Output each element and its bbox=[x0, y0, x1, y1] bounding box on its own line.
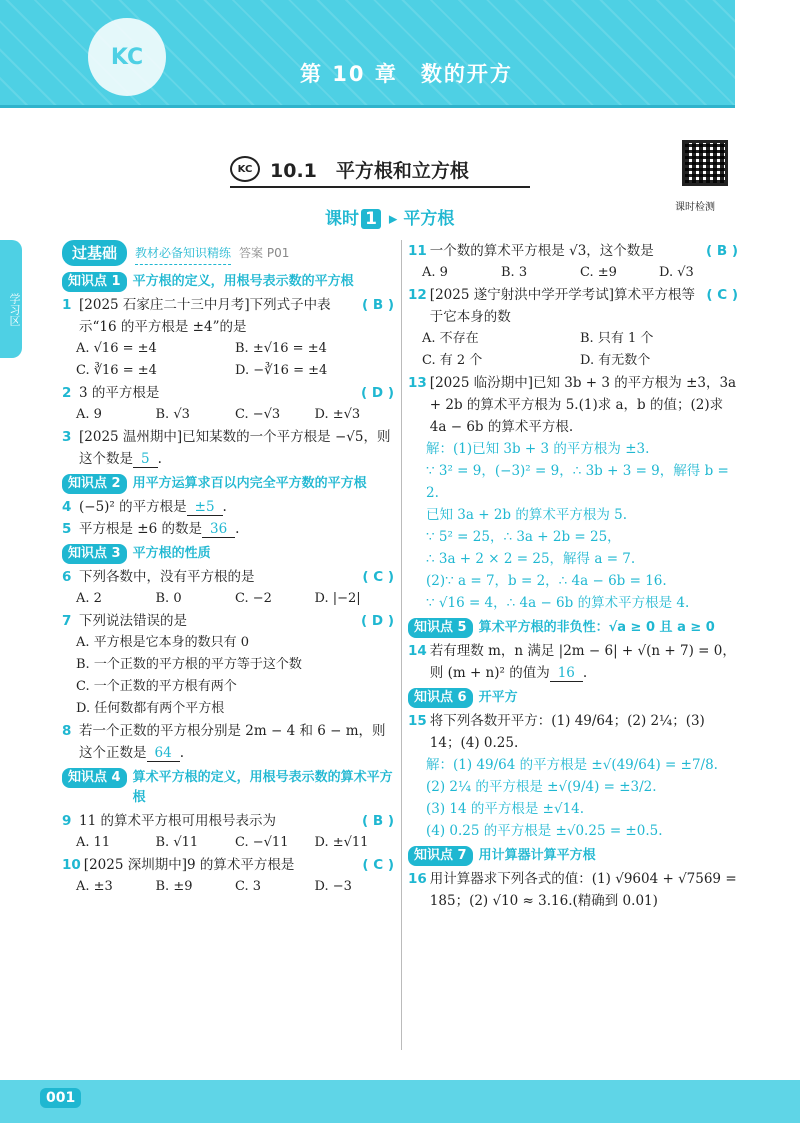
knowledge-point bbox=[62, 474, 394, 494]
question-text: [2025 遂宁射洪中学开学考试]算术平方根等于它本身的数 bbox=[429, 287, 695, 325]
question bbox=[408, 240, 738, 262]
question-number: 16 bbox=[408, 871, 427, 887]
question-body bbox=[79, 810, 394, 832]
option: B. 3 bbox=[501, 265, 528, 280]
option: C. ∛16 = ±4 bbox=[76, 363, 157, 378]
answer-blank: ±5 bbox=[187, 499, 223, 516]
solution-line: (3) 14 的平方根是 ±√14. bbox=[426, 801, 585, 817]
question-number: 6 bbox=[62, 569, 72, 585]
question-body bbox=[430, 284, 738, 328]
options bbox=[62, 832, 394, 854]
knowledge-point-text: 算术平方根的定义，用根号表示数的算术平方根 bbox=[132, 770, 393, 805]
option: A. 9 bbox=[422, 265, 448, 280]
question bbox=[62, 720, 394, 764]
question-body bbox=[430, 240, 738, 262]
question bbox=[62, 294, 394, 338]
question-text: 用计算器求下列各式的值：(1) √9604 + √7569 = 185；(2) √10 ≈ 3.16.(精确到 0.01) bbox=[429, 871, 737, 909]
answer-choice: ( B ) bbox=[361, 813, 394, 829]
section-title bbox=[230, 152, 530, 188]
solution-line: (2)∵ a = 7，b = 2，∴ 4a − 6b = 16. bbox=[426, 573, 667, 589]
kc-badge-icon: KC bbox=[230, 156, 260, 182]
answer-blank: 64 bbox=[147, 745, 180, 762]
option: D. |−2| bbox=[314, 591, 361, 606]
option: D. √3 bbox=[659, 265, 694, 280]
question-body: [2025 温州期中]已知某数的一个平方根是 −√5，则这个数是 5 . bbox=[79, 429, 391, 467]
option: B. √3 bbox=[155, 407, 190, 422]
question bbox=[62, 610, 394, 632]
section-title-text: 10.1 平方根和立方根 bbox=[270, 159, 469, 182]
option: C. ±9 bbox=[580, 265, 617, 280]
question-number: 2 bbox=[62, 385, 72, 401]
solution-line: ∴ 3a + 2 × 2 = 25，解得 a = 7. bbox=[426, 551, 636, 567]
question-number: 13 bbox=[408, 375, 427, 391]
option: A. ±3 bbox=[76, 879, 113, 894]
option: D. −3 bbox=[314, 879, 352, 894]
basics-subtitle: 教材必备知识精练 bbox=[135, 242, 231, 265]
answer-blank: 5 bbox=[133, 451, 158, 468]
question-text: 11 的算术平方根可用根号表示为 bbox=[79, 813, 276, 829]
option: C. −√11 bbox=[235, 835, 289, 850]
question-number: 3 bbox=[62, 429, 72, 445]
chapter-banner bbox=[0, 0, 735, 108]
qr-code-icon[interactable] bbox=[682, 140, 728, 186]
knowledge-point bbox=[408, 846, 738, 866]
question-body bbox=[79, 294, 394, 338]
knowledge-point-label: 知识点 3 bbox=[62, 544, 127, 564]
question-body: 若一个正数的平方根分别是 2m − 4 和 6 − m，则这个正数是 64 . bbox=[79, 723, 386, 761]
question bbox=[408, 640, 738, 684]
options bbox=[62, 632, 394, 720]
question-body bbox=[79, 610, 394, 632]
solution-line: (4) 0.25 的平方根是 ±√0.25 = ±0.5. bbox=[426, 823, 663, 839]
question-number: 5 bbox=[62, 521, 72, 537]
solution bbox=[408, 438, 738, 614]
option: C. −2 bbox=[235, 591, 272, 606]
options bbox=[62, 404, 394, 426]
answer-choice: ( C ) bbox=[362, 569, 394, 585]
option: C. 有 2 个 bbox=[422, 353, 483, 368]
knowledge-point-label: 知识点 4 bbox=[62, 768, 127, 788]
question bbox=[408, 868, 738, 912]
chapter-title: 第 10 章 数的开方 bbox=[300, 62, 513, 86]
option: C. −√3 bbox=[235, 407, 281, 422]
question-body: (−5)² 的平方根是 ±5 . bbox=[79, 499, 227, 515]
option: A. 11 bbox=[76, 835, 111, 850]
answer-blank: 36 bbox=[202, 521, 235, 538]
solution-line: 已知 3a + 2b 的算术平方根为 5. bbox=[426, 507, 628, 523]
question bbox=[408, 372, 738, 438]
knowledge-point bbox=[62, 768, 394, 808]
question-text: [2025 石家庄二十三中月考]下列式子中表示“16 的平方根是 ±4”的是 bbox=[79, 297, 331, 335]
question-text: 下列说法错误的是 bbox=[79, 613, 187, 629]
question bbox=[62, 496, 394, 518]
option: A. √16 = ±4 bbox=[76, 341, 157, 356]
question-body bbox=[79, 382, 394, 404]
question-number: 9 bbox=[62, 813, 72, 829]
question-body bbox=[430, 868, 738, 912]
lesson-title: 课时 1 ▸ 平方根 bbox=[325, 209, 455, 229]
knowledge-point-text: 用平方运算求百以内完全平方数的平方根 bbox=[132, 476, 367, 491]
question bbox=[62, 426, 394, 470]
knowledge-point bbox=[62, 272, 394, 292]
question-text: (−5)² 的平方根是 bbox=[79, 499, 187, 515]
question-number: 14 bbox=[408, 643, 427, 659]
knowledge-point-label: 知识点 5 bbox=[408, 618, 473, 638]
question-number: 15 bbox=[408, 713, 427, 729]
option: C. 3 bbox=[235, 879, 262, 894]
options bbox=[408, 262, 738, 284]
question-text: 下列各数中，没有平方根的是 bbox=[79, 569, 255, 585]
question bbox=[62, 566, 394, 588]
star-mascot-icon: KC bbox=[88, 18, 166, 96]
left-column bbox=[62, 240, 394, 898]
question bbox=[62, 854, 394, 876]
question-text: [2025 临汾期中]已知 3b + 3 的平方根为 ±3，3a + 2b 的算术平方根为 5.(1)求 a，b 的值；(2)求 4a − 6b 的算术平方根. bbox=[429, 375, 737, 435]
solution bbox=[408, 754, 738, 842]
column-divider bbox=[401, 240, 402, 1050]
options bbox=[408, 328, 738, 372]
answer-choice: ( D ) bbox=[361, 613, 394, 629]
options bbox=[62, 876, 394, 898]
question bbox=[62, 518, 394, 540]
qr-label: 课时检测 bbox=[675, 202, 715, 213]
answer-page-link[interactable]: 答案 P01 bbox=[239, 246, 290, 260]
question-body bbox=[430, 372, 738, 438]
question-text: 一个数的算术平方根是 √3，这个数是 bbox=[429, 243, 654, 259]
lesson-prefix: 课时 bbox=[325, 209, 359, 229]
page-number: 001 bbox=[40, 1088, 81, 1108]
basics-tag: 过基础 bbox=[62, 240, 127, 266]
options bbox=[62, 588, 394, 610]
option: A. 不存在 bbox=[422, 331, 479, 346]
knowledge-point-text: 平方根的性质 bbox=[132, 546, 211, 561]
option: D. ±√3 bbox=[314, 407, 361, 422]
solution-line: (2) 2¼ 的平方根是 ±√(9/4) = ±3/2. bbox=[426, 779, 657, 795]
option: A. 平方根是它本身的数只有 0 bbox=[76, 635, 250, 650]
page-footer bbox=[0, 1080, 800, 1123]
solution-line: 解：(1) 49/64 的平方根是 ±√(49/64) = ±7/8. bbox=[426, 757, 718, 773]
knowledge-point-text: 用计算器计算平方根 bbox=[478, 848, 596, 863]
option: C. 一个正数的平方根有两个 bbox=[76, 679, 237, 694]
option: D. 任何数都有两个平方根 bbox=[76, 701, 225, 716]
question-number: 10 bbox=[62, 857, 81, 873]
option: D. ±√11 bbox=[314, 835, 369, 850]
knowledge-point-label: 知识点 2 bbox=[62, 474, 127, 494]
question-body: 若有理数 m，n 满足 |2m − 6| + √(n + 7) = 0，则 (m + n)² 的值为 16 . bbox=[429, 643, 736, 681]
question-number: 4 bbox=[62, 499, 72, 515]
question-text: 若一个正数的平方根分别是 2m − 4 和 6 − m，则这个正数是 bbox=[79, 723, 386, 761]
answer-choice: ( C ) bbox=[362, 857, 394, 873]
question bbox=[62, 810, 394, 832]
question-text: 平方根是 ±6 的数是 bbox=[79, 521, 202, 537]
answer-choice: ( D ) bbox=[361, 385, 394, 401]
lesson-number: 1 bbox=[361, 209, 381, 229]
option: B. ±9 bbox=[155, 879, 193, 894]
question-text: 将下列各数开平方：(1) 49/64；(2) 2¼；(3) 14；(4) 0.25. bbox=[429, 713, 705, 751]
question-number: 12 bbox=[408, 287, 427, 303]
option: B. √11 bbox=[155, 835, 199, 850]
knowledge-point bbox=[62, 544, 394, 564]
option: B. ±√16 = ±4 bbox=[235, 341, 327, 356]
solution-line: 解：(1)已知 3b + 3 的平方根为 ±3. bbox=[426, 441, 650, 457]
answer-choice: ( B ) bbox=[361, 297, 394, 313]
option: B. 一个正数的平方根的平方等于这个数 bbox=[76, 657, 302, 672]
solution-line: ∵ 5² = 25，∴ 3a + 2b = 25， bbox=[426, 529, 621, 545]
knowledge-point-text: 开平方 bbox=[478, 690, 518, 705]
knowledge-point-label: 知识点 6 bbox=[408, 688, 473, 708]
side-tab: 学习区 bbox=[0, 240, 22, 358]
question-text: 3 的平方根是 bbox=[79, 385, 160, 401]
lesson-name: 平方根 bbox=[403, 209, 455, 229]
knowledge-point-text: 算术平方根的非负性：√a ≥ 0 且 a ≥ 0 bbox=[478, 620, 715, 635]
question-number: 8 bbox=[62, 723, 72, 739]
question-text: [2025 温州期中]已知某数的一个平方根是 −√5，则这个数是 bbox=[79, 429, 391, 467]
solution-line: ∵ 3² = 9，(−3)² = 9，∴ 3b + 3 = 9，解得 b = 2. bbox=[426, 463, 729, 501]
right-column bbox=[408, 240, 738, 912]
option: D. 有无数个 bbox=[580, 353, 651, 368]
question-body bbox=[79, 566, 394, 588]
knowledge-point bbox=[408, 618, 738, 638]
question-text: 若有理数 m，n 满足 |2m − 6| + √(n + 7) = 0，则 (m + n)² 的值为 bbox=[429, 643, 736, 681]
option: A. 2 bbox=[76, 591, 102, 606]
question-number: 7 bbox=[62, 613, 72, 629]
knowledge-point-label: 知识点 1 bbox=[62, 272, 127, 292]
option: D. −∛16 = ±4 bbox=[235, 363, 328, 378]
answer-choice: ( B ) bbox=[705, 243, 738, 259]
answer-blank: 16 bbox=[550, 665, 583, 682]
basics-header bbox=[62, 240, 394, 266]
question-number: 11 bbox=[408, 243, 427, 259]
option: B. 0 bbox=[155, 591, 182, 606]
question-body bbox=[430, 710, 738, 754]
knowledge-point-text: 平方根的定义，用根号表示数的平方根 bbox=[132, 274, 354, 289]
question-body: 平方根是 ±6 的数是 36 . bbox=[79, 521, 240, 537]
knowledge-point-label: 知识点 7 bbox=[408, 846, 473, 866]
options bbox=[62, 338, 394, 382]
knowledge-point bbox=[408, 688, 738, 708]
question-number: 1 bbox=[62, 297, 72, 313]
option: A. 9 bbox=[76, 407, 102, 422]
question bbox=[408, 284, 738, 328]
answer-choice: ( C ) bbox=[706, 287, 738, 303]
question bbox=[62, 382, 394, 404]
question bbox=[408, 710, 738, 754]
solution-line: ∵ √16 = 4，∴ 4a − 6b 的算术平方根是 4. bbox=[426, 595, 690, 611]
question-text: [2025 深圳期中]9 的算术平方根是 bbox=[83, 857, 295, 873]
option: B. 只有 1 个 bbox=[580, 331, 654, 346]
question-body bbox=[84, 854, 394, 876]
